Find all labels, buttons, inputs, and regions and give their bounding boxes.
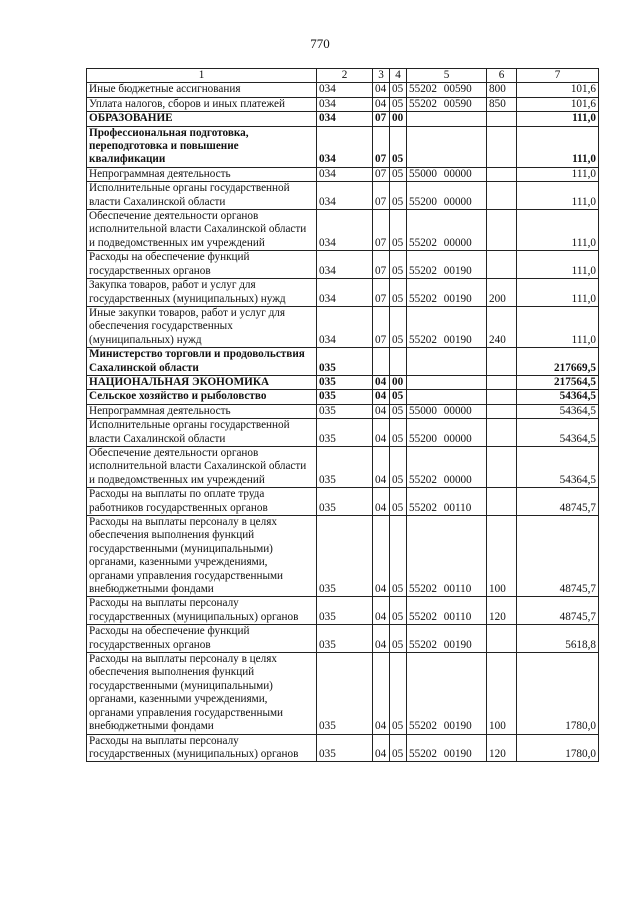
subsection-code-cell: 05: [390, 251, 407, 279]
expense-type-cell: 240: [487, 306, 517, 347]
subsection-code-cell: 05: [390, 306, 407, 347]
amount-cell: 111,0: [517, 251, 599, 279]
expense-type-cell: [487, 182, 517, 210]
row-name-cell: Министерство торговли и продовольствия Сахалинской области: [87, 348, 317, 376]
table-row: [87, 251, 599, 279]
amount-cell: 101,6: [517, 83, 599, 97]
table-row: [87, 279, 599, 307]
header-cell: 1: [87, 69, 317, 83]
subsection-code-cell: 00: [390, 112, 407, 126]
row-name-cell: Расходы на выплаты персоналу в целях обеспечения выполнения функций государственными (муниципальными) органами, казенными учреждениями, органами управления государственными внебюджетными фондами: [87, 516, 317, 597]
section-code-cell: 04: [373, 83, 390, 97]
expense-type-cell: [487, 112, 517, 126]
expense-type-cell: 100: [487, 653, 517, 734]
ministry-code-cell: 035: [317, 653, 373, 734]
target-code-cell: [407, 375, 487, 389]
expense-type-cell: 100: [487, 516, 517, 597]
ministry-code-cell: 034: [317, 167, 373, 181]
header-cell: 4: [390, 69, 407, 83]
expense-type-cell: 850: [487, 97, 517, 111]
subsection-code-cell: 05: [390, 83, 407, 97]
table-row: [87, 653, 599, 734]
table-row: [87, 112, 599, 126]
expense-type-cell: [487, 348, 517, 376]
section-code-cell: 07: [373, 279, 390, 307]
expense-type-cell: [487, 488, 517, 516]
target-code-cell: 55202 00110: [407, 597, 487, 625]
row-name-cell: Иные закупки товаров, работ и услуг для обеспечения государственных (муниципальных) нужд: [87, 306, 317, 347]
section-code-cell: 04: [373, 488, 390, 516]
section-code-cell: 04: [373, 390, 390, 404]
subsection-code-cell: 05: [390, 597, 407, 625]
section-code-cell: 04: [373, 597, 390, 625]
row-name-cell: Расходы на выплаты по оплате труда работников государственных органов: [87, 488, 317, 516]
target-code-cell: 55202 00110: [407, 516, 487, 597]
subsection-code-cell: 05: [390, 279, 407, 307]
page-number: 770: [310, 36, 330, 51]
row-name-cell: Профессиональная подготовка, переподготовка и повышение квалификации: [87, 126, 317, 167]
subsection-code-cell: 05: [390, 210, 407, 251]
table-row: [87, 167, 599, 181]
subsection-code-cell: 05: [390, 446, 407, 487]
table-row: [87, 182, 599, 210]
row-name-cell: Обеспечение деятельности органов исполнительной власти Сахалинской области и подведомственных им учреждений: [87, 210, 317, 251]
ministry-code-cell: 034: [317, 306, 373, 347]
amount-cell: 54364,5: [517, 390, 599, 404]
row-name-cell: Сельское хозяйство и рыболовство: [87, 390, 317, 404]
target-code-cell: [407, 390, 487, 404]
target-code-cell: 55202 00000: [407, 210, 487, 251]
target-code-cell: 55202 00000: [407, 446, 487, 487]
expense-type-cell: [487, 210, 517, 251]
section-code-cell: 07: [373, 210, 390, 251]
row-name-cell: Расходы на выплаты персоналу государственных (муниципальных) органов: [87, 734, 317, 762]
ministry-code-cell: 034: [317, 279, 373, 307]
ministry-code-cell: 034: [317, 83, 373, 97]
ministry-code-cell: 035: [317, 390, 373, 404]
target-code-cell: 55202 00590: [407, 83, 487, 97]
target-code-cell: 55000 00000: [407, 404, 487, 418]
expense-type-cell: [487, 375, 517, 389]
row-name-cell: Обеспечение деятельности органов исполнительной власти Сахалинской области и подведомственных им учреждений: [87, 446, 317, 487]
expense-type-cell: [487, 251, 517, 279]
subsection-code-cell: 05: [390, 97, 407, 111]
target-code-cell: 55202 00190: [407, 306, 487, 347]
ministry-code-cell: 034: [317, 97, 373, 111]
header-row: [87, 69, 599, 83]
section-code-cell: 07: [373, 306, 390, 347]
expense-type-cell: 120: [487, 734, 517, 762]
amount-cell: 111,0: [517, 167, 599, 181]
row-name-cell: Исполнительные органы государственной власти Сахалинской области: [87, 182, 317, 210]
amount-cell: 111,0: [517, 182, 599, 210]
target-code-cell: 55000 00000: [407, 167, 487, 181]
section-code-cell: [373, 348, 390, 376]
row-name-cell: Расходы на выплаты персоналу государственных (муниципальных) органов: [87, 597, 317, 625]
subsection-code-cell: 05: [390, 516, 407, 597]
amount-cell: 1780,0: [517, 734, 599, 762]
row-name-cell: Непрограммная деятельность: [87, 404, 317, 418]
subsection-code-cell: 05: [390, 182, 407, 210]
header-cell: 5: [407, 69, 487, 83]
ministry-code-cell: 035: [317, 404, 373, 418]
table-row: [87, 419, 599, 447]
amount-cell: 111,0: [517, 279, 599, 307]
amount-cell: 101,6: [517, 97, 599, 111]
row-name-cell: Уплата налогов, сборов и иных платежей: [87, 97, 317, 111]
table-row: [87, 625, 599, 653]
ministry-code-cell: 035: [317, 516, 373, 597]
table-row: [87, 210, 599, 251]
target-code-cell: 55200 00000: [407, 419, 487, 447]
expense-type-cell: [487, 419, 517, 447]
section-code-cell: 07: [373, 112, 390, 126]
amount-cell: 111,0: [517, 306, 599, 347]
row-name-cell: Непрограммная деятельность: [87, 167, 317, 181]
section-code-cell: 04: [373, 734, 390, 762]
ministry-code-cell: 034: [317, 126, 373, 167]
section-code-cell: 04: [373, 653, 390, 734]
target-code-cell: 55200 00000: [407, 182, 487, 210]
section-code-cell: 04: [373, 419, 390, 447]
expense-type-cell: 200: [487, 279, 517, 307]
section-code-cell: 07: [373, 182, 390, 210]
header-cell: 6: [487, 69, 517, 83]
table-row: [87, 488, 599, 516]
subsection-code-cell: 05: [390, 734, 407, 762]
table-row: [87, 390, 599, 404]
table-row: [87, 404, 599, 418]
amount-cell: 54364,5: [517, 419, 599, 447]
expense-type-cell: [487, 167, 517, 181]
ministry-code-cell: 035: [317, 734, 373, 762]
target-code-cell: 55202 00190: [407, 625, 487, 653]
target-code-cell: [407, 126, 487, 167]
section-code-cell: 07: [373, 126, 390, 167]
subsection-code-cell: 00: [390, 375, 407, 389]
ministry-code-cell: 035: [317, 625, 373, 653]
table-row: [87, 83, 599, 97]
amount-cell: 48745,7: [517, 597, 599, 625]
ministry-code-cell: 034: [317, 210, 373, 251]
target-code-cell: 55202 00590: [407, 97, 487, 111]
table-row: [87, 348, 599, 376]
target-code-cell: 55202 00190: [407, 653, 487, 734]
amount-cell: 111,0: [517, 210, 599, 251]
subsection-code-cell: 05: [390, 625, 407, 653]
amount-cell: 54364,5: [517, 404, 599, 418]
expense-type-cell: [487, 404, 517, 418]
table-row: [87, 597, 599, 625]
amount-cell: 48745,7: [517, 516, 599, 597]
row-name-cell: Расходы на выплаты персоналу в целях обеспечения выполнения функций государственными (муниципальными) органами, казенными учреждениями, органами управления государственными внебюджетными фондами: [87, 653, 317, 734]
target-code-cell: 55202 00190: [407, 279, 487, 307]
amount-cell: 217564,5: [517, 375, 599, 389]
subsection-code-cell: 05: [390, 390, 407, 404]
target-code-cell: 55202 00190: [407, 734, 487, 762]
row-name-cell: Закупка товаров, работ и услуг для государственных (муниципальных) нужд: [87, 279, 317, 307]
row-name-cell: Расходы на обеспечение функций государственных органов: [87, 625, 317, 653]
section-code-cell: 07: [373, 167, 390, 181]
header-cell: 2: [317, 69, 373, 83]
target-code-cell: [407, 112, 487, 126]
table-row: [87, 446, 599, 487]
amount-cell: 217669,5: [517, 348, 599, 376]
row-name-cell: Исполнительные органы государственной власти Сахалинской области: [87, 419, 317, 447]
header-cell: 3: [373, 69, 390, 83]
expense-type-cell: [487, 625, 517, 653]
section-code-cell: 04: [373, 516, 390, 597]
header-cell: 7: [517, 69, 599, 83]
ministry-code-cell: 035: [317, 597, 373, 625]
section-code-cell: 04: [373, 625, 390, 653]
section-code-cell: 04: [373, 404, 390, 418]
row-name-cell: Иные бюджетные ассигнования: [87, 83, 317, 97]
table-row: [87, 126, 599, 167]
ministry-code-cell: 035: [317, 419, 373, 447]
ministry-code-cell: 035: [317, 348, 373, 376]
table-row: [87, 97, 599, 111]
target-code-cell: 55202 00190: [407, 251, 487, 279]
table-row: [87, 375, 599, 389]
ministry-code-cell: 034: [317, 182, 373, 210]
subsection-code-cell: 05: [390, 653, 407, 734]
amount-cell: 5618,8: [517, 625, 599, 653]
ministry-code-cell: 035: [317, 375, 373, 389]
table-row: [87, 734, 599, 762]
row-name-cell: Расходы на обеспечение функций государственных органов: [87, 251, 317, 279]
table-row: [87, 306, 599, 347]
section-code-cell: 04: [373, 375, 390, 389]
expense-type-cell: 800: [487, 83, 517, 97]
ministry-code-cell: 035: [317, 446, 373, 487]
subsection-code-cell: 05: [390, 419, 407, 447]
expense-type-cell: 120: [487, 597, 517, 625]
expense-type-cell: [487, 126, 517, 167]
budget-table: [86, 68, 599, 762]
subsection-code-cell: 05: [390, 167, 407, 181]
amount-cell: 48745,7: [517, 488, 599, 516]
ministry-code-cell: 034: [317, 112, 373, 126]
ministry-code-cell: 034: [317, 251, 373, 279]
amount-cell: 111,0: [517, 126, 599, 167]
ministry-code-cell: 035: [317, 488, 373, 516]
section-code-cell: 07: [373, 251, 390, 279]
section-code-cell: 04: [373, 97, 390, 111]
row-name-cell: НАЦИОНАЛЬНАЯ ЭКОНОМИКА: [87, 375, 317, 389]
table-row: [87, 516, 599, 597]
subsection-code-cell: [390, 348, 407, 376]
subsection-code-cell: 05: [390, 126, 407, 167]
subsection-code-cell: 05: [390, 404, 407, 418]
section-code-cell: 04: [373, 446, 390, 487]
expense-type-cell: [487, 390, 517, 404]
expense-type-cell: [487, 446, 517, 487]
row-name-cell: ОБРАЗОВАНИЕ: [87, 112, 317, 126]
target-code-cell: 55202 00110: [407, 488, 487, 516]
amount-cell: 54364,5: [517, 446, 599, 487]
amount-cell: 111,0: [517, 112, 599, 126]
amount-cell: 1780,0: [517, 653, 599, 734]
subsection-code-cell: 05: [390, 488, 407, 516]
target-code-cell: [407, 348, 487, 376]
